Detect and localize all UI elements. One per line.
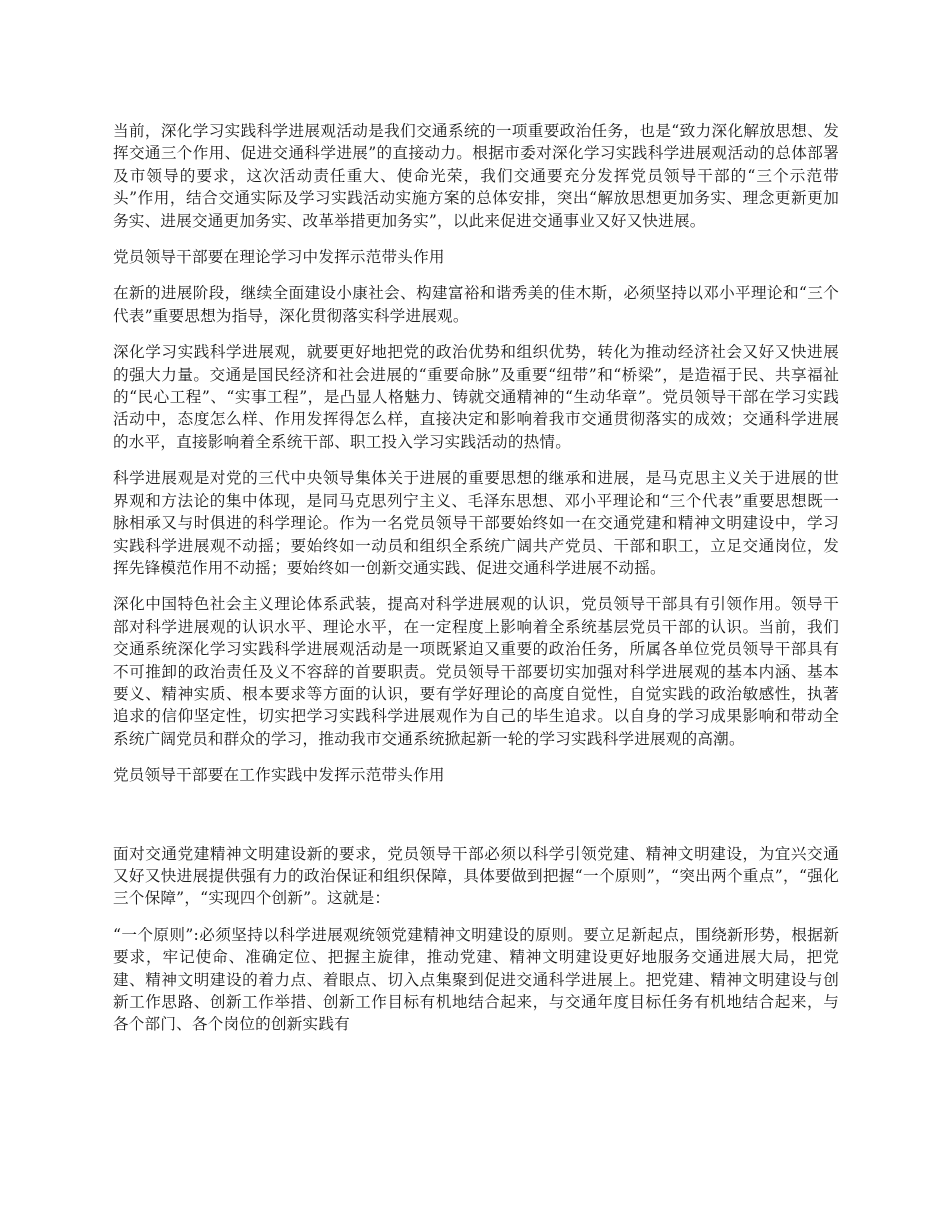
section-heading-practice: 党员领导干部要在工作实践中发挥示范带头作用 <box>113 766 445 785</box>
intro-paragraph: 当前，深化学习实践科学进展观活动是我们交通系统的一项重要政治任务，也是“致力深化解放思想、发挥交通三个作用、促进交通科学进展”的直接动力。根据市委对深化学习实践科学进展观活动的总体部署及市领导的要求，这次活动责任重大、使命光荣，我们交通要充分发挥党员领导干部的“三个示范带头”作用，结合交通实际及学习实践活动实施方案的总体安排，突出“解放思想更加务实、理念更新更加务实、进展交通更加务实、改革举措更加务实”，以此来促进交通事业又好又快进展。 <box>113 122 839 230</box>
theory-paragraph-4: 深化中国特色社会主义理论体系武装，提高对科学进展观的认识，党员领导干部具有引领作用。领导干部对科学进展观的认识水平、理论水平，在一定程度上影响着全系统基层党员干部的认识。当前，我们交通系统深化学习实践科学进展观活动是一项既紧迫又重要的政治任务，所属各单位党员领导干部具有不可推卸的政治责任及义不容辞的首要职责。党员领导干部要切实加强对科学进展观的基本内涵、基本要义、精神实质、根本要求等方面的认识，要有学好理论的高度自觉性，自觉实践的政治敏感性，执著追求的信仰坚定性，切实把学习实践科学进展观作为自己的毕生追求。以自身的学习成果影响和带动全系统广阔党员和群众的学习，推动我市交通系统掀起新一轮的学习实践科学进展观的高潮。 <box>113 595 839 748</box>
theory-paragraph-1: 在新的进展阶段，继续全面建设小康社会、构建富裕和谐秀美的佳木斯，必须坚持以邓小平理论和“三个代表”重要思想为指导，深化贯彻落实科学进展观。 <box>113 284 839 325</box>
document-page <box>113 120 839 1050</box>
theory-paragraph-2: 深化学习实践科学进展观，就要更好地把党的政治优势和组织优势，转化为推动经济社会又好又快进展的强大力量。交通是国民经济和社会进展的“重要命脉”及重要“纽带”和“桥梁”，是造福于民、共享福祉的“民心工程”、“实事工程”，是凸显人格魅力、铸就交通精神的“生动华章”。党员领导干部在学习实践活动中，态度怎么样、作用发挥得怎么样，直接决定和影响着我市交通贯彻落实的成效；交通科学进展的水平，直接影响着全系统干部、职工投入学习实践活动的热情。 <box>113 343 839 451</box>
practice-paragraph-1: 面对交通党建精神文明建设新的要求，党员领导干部必须以科学引领党建、精神文明建设，为宜兴交通又好又快进展提供强有力的政治保证和组织保障，具体要做到把握“一个原则”，“突出两个重点”，“强化三个保障”，“实现四个创新”。这就是： <box>113 844 839 908</box>
section-heading-theory: 党员领导干部要在理论学习中发挥示范带头作用 <box>113 248 445 267</box>
practice-paragraph-2: “一个原则”:必须坚持以科学进展观统领党建精神文明建设的原则。要立足新起点，围绕新形势，根据新要求，牢记使命、准确定位、把握主旋律，推动党建、精神文明建设更好地服务交通进展大局，把党建、精神文明建设的着力点、着眼点、切入点集聚到促进交通科学进展上。把党建、精神文明建设与创新工作思路、创新工作举措、创新工作目标有机地结合起来，与交通年度目标任务有机地结合起来，与各个部门、各个岗位的创新实践有 <box>113 925 839 1034</box>
theory-paragraph-3: 科学进展观是对党的三代中央领导集体关于进展的重要思想的继承和进展，是马克思主义关于进展的世界观和方法论的集中体现，是同马克思列宁主义、毛泽东思想、邓小平理论和“三个代表”重要思想既一脉相承又与时俱进的科学理论。作为一名党员领导干部要始终如一在交通党建和精神文明建设中，学习实践科学进展观不动摇；要始终如一动员和组织全系统广阔共产党员、干部和职工，立足交通岗位，发挥先锋模范作用不动摇；要始终如一创新交通实践、促进交通科学进展不动摇。 <box>113 469 839 577</box>
section-spacer <box>113 801 839 843</box>
